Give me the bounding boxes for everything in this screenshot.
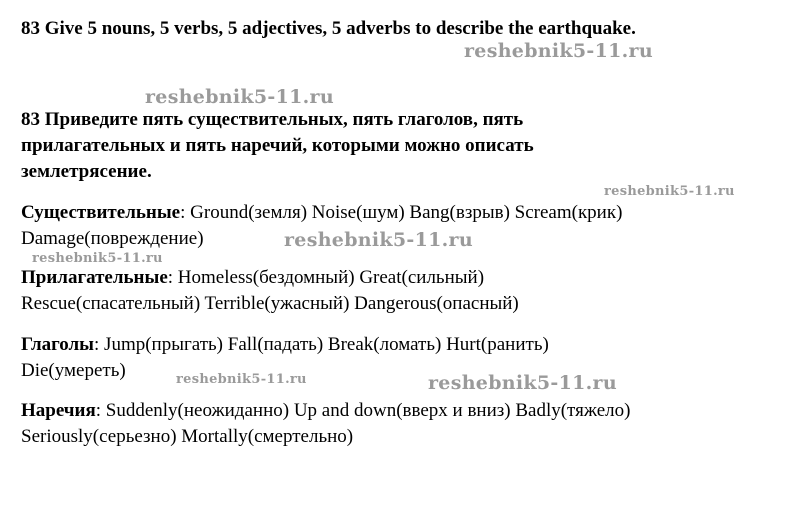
- task-english: 83 Give 5 nouns, 5 verbs, 5 adjectives, 5 adverbs to describe the earthquake.: [21, 18, 636, 39]
- watermark: reshebnik5-11.ru: [32, 251, 163, 266]
- nouns-heading: Существительные: [21, 202, 181, 223]
- watermark: reshebnik5-11.ru: [176, 372, 307, 387]
- adverbs-line: [21, 400, 630, 422]
- task-russian-line: прилагательных и пять наречий, которыми можно описать: [21, 135, 534, 156]
- verbs-list: : Jump(прыгать) Fall(падать) Break(ломать) Hurt(ранить): [94, 334, 549, 355]
- task-russian-line: 83 Приведите пять существительных, пять глаголов, пять: [21, 109, 524, 130]
- adverbs-line-2: Seriously(серьезно) Mortally(смертельно): [21, 426, 354, 447]
- adjectives-line-2: Rescue(спасательный) Terrible(ужасный) Dangerous(опасный): [21, 293, 519, 314]
- nouns-line-2: Damage(повреждение): [21, 228, 204, 249]
- watermark: reshebnik5-11.ru: [604, 184, 735, 199]
- verbs-line: [21, 334, 549, 356]
- adverbs-heading: Наречия: [21, 400, 96, 421]
- adjectives-line: [21, 267, 484, 289]
- adverbs-list: : Suddenly(неожиданно) Up and down(вверх и вниз) Badly(тяжело): [95, 400, 631, 421]
- task-russian-line: землетрясение.: [21, 161, 152, 182]
- watermark: reshebnik5-11.ru: [428, 372, 617, 394]
- verbs-line-2: Die(умереть): [21, 360, 126, 381]
- watermark: reshebnik5-11.ru: [145, 86, 334, 108]
- adjectives-heading: Прилагательные: [21, 267, 168, 288]
- nouns-line: [21, 202, 622, 224]
- nouns-list: : Ground(земля) Noise(шум) Bang(взрыв) Scream(крик): [180, 202, 623, 223]
- verbs-heading: Глаголы: [21, 334, 95, 355]
- watermark: reshebnik5-11.ru: [284, 229, 473, 251]
- adjectives-list: : Homeless(бездомный) Great(сильный): [167, 267, 485, 288]
- watermark: reshebnik5-11.ru: [464, 40, 653, 62]
